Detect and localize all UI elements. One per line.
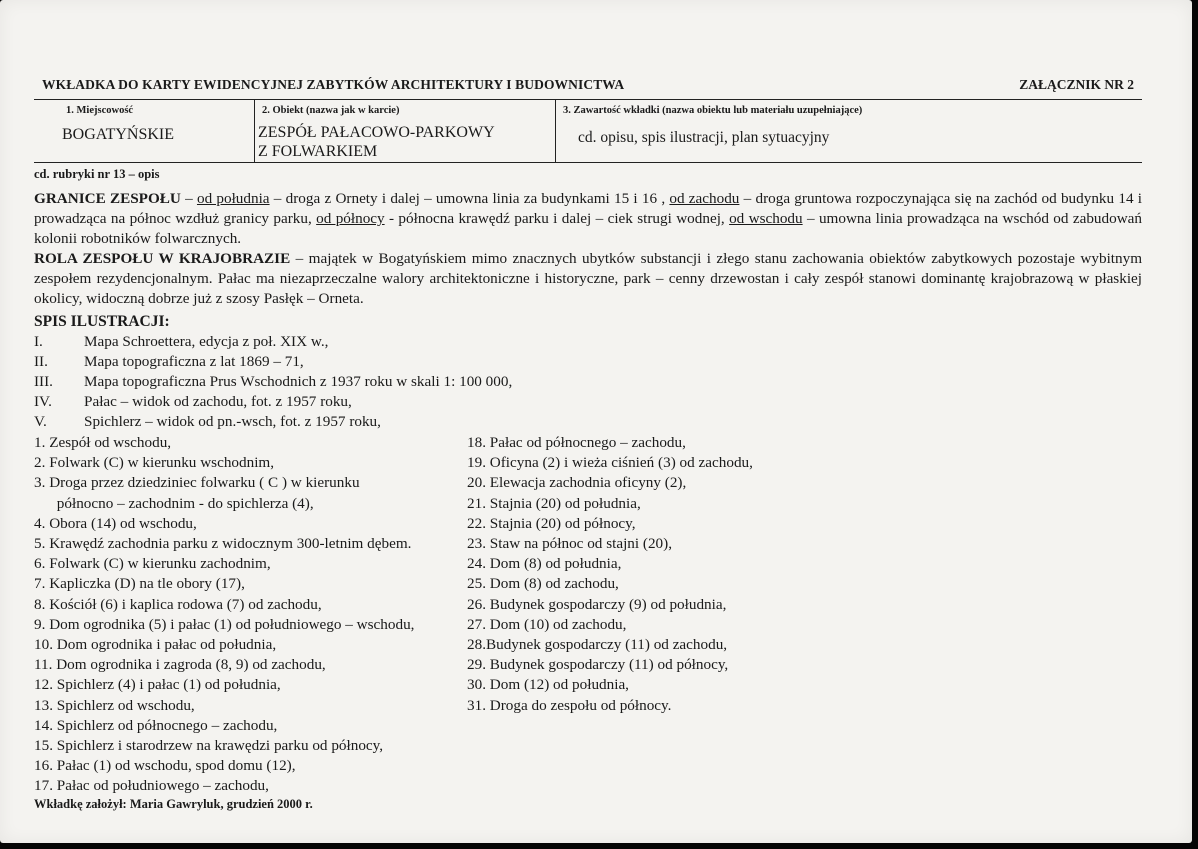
granice-paragraph xyxy=(34,189,1142,249)
list-item: 27. Dom (10) od zachodu, xyxy=(467,615,627,633)
object-value-line1: ZESPÓŁ PAŁACOWO-PARKOWY xyxy=(258,124,495,141)
list-item: 18. Pałac od północnego – zachodu, xyxy=(467,434,686,451)
content-label: 3. Zawartość wkładki (nazwa obiektu lub materiału uzupełniające) xyxy=(563,105,863,116)
list-item: 29. Budynek gospodarczy (11) od północy, xyxy=(467,656,729,674)
illustrations-right-column xyxy=(467,433,753,716)
object-value-line2: Z FOLWARKIEM xyxy=(258,143,378,160)
section-label: cd. rubryki nr 13 – opis xyxy=(34,167,160,181)
list-item: 4. Obora (14) od wschodu, xyxy=(34,514,197,532)
list-item: 16. Pałac (1) od wschodu, spod domu (12), xyxy=(34,757,296,775)
header-rule-top xyxy=(34,99,1142,100)
object-label: 2. Obiekt (nazwa jak w karcie) xyxy=(262,105,400,116)
content-value: cd. opisu, spis ilustracji, plan sytuacyjny xyxy=(578,129,830,146)
list-item: 14. Spichlerz od północnego – zachodu, xyxy=(34,716,278,734)
list-item: 20. Elewacja zachodnia oficyny (2), xyxy=(467,474,687,492)
granice-text-5: – umowna linia prowadząca na wschód od zabudowań kolonii robotników folwarcznych. xyxy=(34,210,1143,247)
description-body xyxy=(34,189,1142,309)
list-item: 30. Dom (12) od południa, xyxy=(467,676,629,694)
list-item: 11. Dom ogrodnika i zagroda (8, 9) od zachodu, xyxy=(34,656,326,674)
list-item: 10. Dom ogrodnika i pałac od południa, xyxy=(34,636,277,654)
list-item: 3. Droga przez dziedziniec folwarku ( C ) w kierunku xyxy=(34,474,360,492)
list-item: 17. Pałac od południowego – zachodu, xyxy=(34,777,269,795)
list-item: 28.Budynek gospodarczy (11) od zachodu, xyxy=(467,636,728,654)
list-item: 25. Dom (8) od zachodu, xyxy=(467,575,619,593)
list-item: V. Spichlerz – widok od pn.-wsch, fot. z 1957 roku, xyxy=(34,413,381,430)
list-item: 15. Spichlerz i starodrzew na krawędzi parku od północy, xyxy=(34,737,384,755)
granice-west: od zachodu xyxy=(669,190,740,207)
header-rule-bottom xyxy=(34,162,1142,163)
rola-heading: ROLA ZESPOŁU W KRAJOBRAZIE xyxy=(34,250,291,267)
granice-south: od południa xyxy=(196,190,270,207)
list-item: 1. Zespół od wschodu, xyxy=(34,434,172,451)
granice-heading: GRANICE ZESPOŁU xyxy=(34,190,181,207)
list-item: 22. Stajnia (20) od północy, xyxy=(467,514,636,532)
granice-text-1: – xyxy=(180,190,197,207)
list-item: II. Mapa topograficzna z lat 1869 – 71, xyxy=(34,353,304,370)
rola-paragraph xyxy=(34,249,1142,309)
list-item: 31. Droga do zespołu od północy. xyxy=(467,696,672,714)
list-item: 7. Kapliczka (D) na tle obory (17), xyxy=(34,575,245,593)
field-divider-1 xyxy=(254,99,255,162)
locality-label: 1. Miejscowość xyxy=(66,105,134,116)
locality-value: BOGATYŃSKIE xyxy=(62,126,174,143)
granice-north: od północy xyxy=(316,210,385,227)
list-item: III. Mapa topograficzna Prus Wschodnich z 1937 roku w skali 1: 100 000, xyxy=(34,373,513,390)
list-item: 26. Budynek gospodarczy (9) od południa, xyxy=(467,595,727,613)
list-item: 6. Folwark (C) w kierunku zachodnim, xyxy=(34,555,271,573)
list-item: 24. Dom (8) od południa, xyxy=(467,555,622,573)
field-divider-2 xyxy=(555,99,556,162)
list-item: 2. Folwark (C) w kierunku wschodnim, xyxy=(34,454,275,472)
list-item: 8. Kościół (6) i kaplica rodowa (7) od zachodu, xyxy=(34,595,322,613)
list-item: 5. Krawędź zachodnia parku z widocznym 300-letnim dębem. xyxy=(34,535,412,553)
granice-east: od wschodu xyxy=(729,210,803,227)
list-item: 19. Oficyna (2) i wieża ciśnień (3) od zachodu, xyxy=(467,454,753,472)
illustrations-left-column xyxy=(34,433,414,797)
list-item: 23. Staw na północ od stajni (20), xyxy=(467,535,673,553)
list-item: I. Mapa Schroettera, edycja z poł. XIX w., xyxy=(34,333,329,350)
granice-text-3: – droga gruntowa rozpoczynająca się na zachód od budynku 14 i prowadząca na północ wzdłuż granicy parku, xyxy=(34,190,1143,227)
attachment-number: ZAŁĄCZNIK NR 2 xyxy=(1019,77,1134,92)
author-footer: Wkładkę założył: Maria Gawryluk, grudzień 2000 r. xyxy=(34,797,313,811)
rola-text: – majątek w Bogatyńskiem mimo znacznych ubytków substancji i złego stanu zachowania obiektów zabytkowych pozostaje wybitnym zespołem rezydencjonalnym. Pałac ma niezaprzeczalne walory architektoniczne i historyczne, park – cenny drzewostan i cały zespół stanowi dominantę krajobrazową w płaskiej okolicy, widoczną dobrze już z szosy Pasłęk – Orneta. xyxy=(34,250,1143,307)
illustrations-heading: SPIS ILUSTRACJI: xyxy=(34,313,170,330)
granice-text-4: - północna krawędź parku i dalej – ciek strugi wodnej, xyxy=(384,210,730,227)
roman-list xyxy=(34,332,512,432)
list-item: 21. Stajnia (20) od południa, xyxy=(467,494,641,512)
list-item: 12. Spichlerz (4) i pałac (1) od południa, xyxy=(34,676,281,694)
list-item: IV. Pałac – widok od zachodu, fot. z 1957 roku, xyxy=(34,393,352,410)
form-title: WKŁADKA DO KARTY EWIDENCYJNEJ ZABYTKÓW ARCHITEKTURY I BUDOWNICTWA xyxy=(42,77,625,92)
granice-text-2: – droga z Ornety i dalej – umowna linia za budynkami 15 i 16 , xyxy=(269,190,670,207)
list-item: 9. Dom ogrodnika (5) i pałac (1) od południowego – wschodu, xyxy=(34,615,415,633)
list-item: 13. Spichlerz od wschodu, xyxy=(34,696,195,714)
list-item: północno – zachodnim - do spichlerza (4), xyxy=(34,494,314,512)
